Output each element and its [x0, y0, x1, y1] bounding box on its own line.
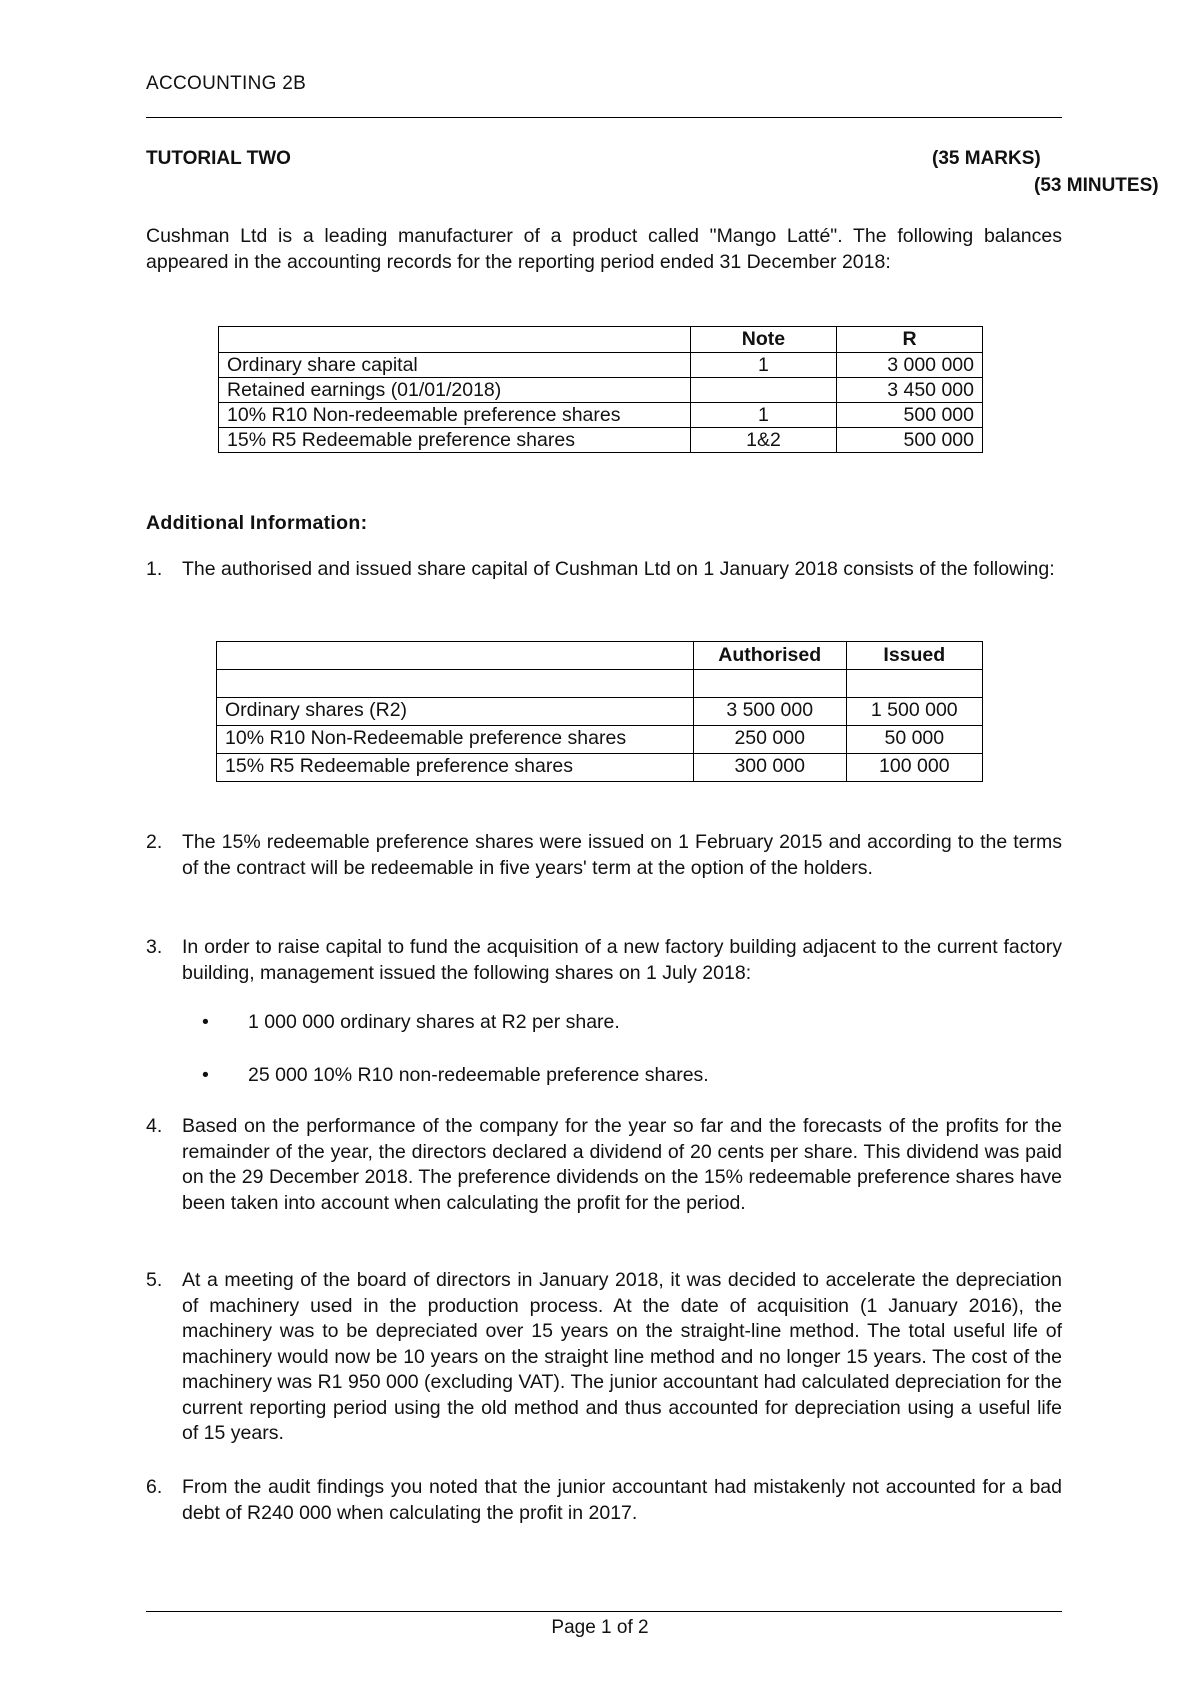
table-header-row	[217, 642, 983, 670]
item-number: 2.	[146, 831, 163, 853]
item-text: In order to raise capital to fund the acquisition of a new factory building adjacent to the current factory building, management issued the following shares on 1 July 2018:	[182, 936, 1062, 984]
item-number: 6.	[146, 1476, 163, 1498]
cell-item: Ordinary share capital	[219, 353, 691, 378]
additional-info-heading: Additional Information:	[146, 512, 368, 534]
table-row	[219, 378, 983, 403]
table-row	[217, 754, 983, 782]
share-capital-table	[216, 641, 983, 782]
cell-issued: 1 500 000	[846, 698, 982, 726]
header-rule	[146, 117, 1062, 118]
cell-amount: 3 000 000	[836, 353, 982, 378]
bullet-icon: •	[202, 1064, 209, 1086]
item-text: At a meeting of the board of directors in January 2018, it was decided to accelerate the depreciation of machinery used in the production process. At the date of acquisition (1 January 2016), the machinery was to be depreciated over 15 years on the straight-line method. The total useful life of machinery would now be 10 years on the straight line method and no longer 15 years. The cost of the machinery was R1 950 000 (excluding VAT). The junior accountant had calculated depreciation for the current reporting period using the old method and thus accounted for depreciation using a useful life of 15 years.	[182, 1269, 1062, 1444]
cell-item: 15% R5 Redeemable preference shares	[219, 428, 691, 453]
list-item-3	[146, 935, 1062, 986]
header-cell-note: Note	[690, 327, 836, 353]
cell-authorised: 250 000	[693, 726, 846, 754]
cell-authorised: 300 000	[693, 754, 846, 782]
table-header-row	[219, 327, 983, 353]
table-row	[217, 726, 983, 754]
item-number: 5.	[146, 1269, 163, 1291]
bullet-text: 25 000 10% R10 non-redeemable preference shares.	[248, 1064, 709, 1086]
item-number: 4.	[146, 1115, 163, 1137]
header-cell	[219, 327, 691, 353]
header-cell	[217, 642, 694, 670]
item-text: The 15% redeemable preference shares were issued on 1 February 2015 and according to the terms of the contract will be redeemable in five years' term at the option of the holders.	[182, 831, 1062, 879]
cell-item: Ordinary shares (R2)	[217, 698, 694, 726]
cell-authorised	[693, 670, 846, 698]
table-row	[217, 698, 983, 726]
item-text: Based on the performance of the company for the year so far and the forecasts of the profits for the remainder of the year, the directors declared a dividend of 20 cents per share. This dividend was paid on the 29 December 2018. The preference dividends on the 15% redeemable preference shares have been taken into account when calculating the profit for the period.	[182, 1115, 1062, 1214]
cell-amount: 500 000	[836, 403, 982, 428]
item-number: 1.	[146, 558, 163, 580]
page-number: Page 1 of 2	[551, 1617, 649, 1638]
list-item-5	[146, 1268, 1062, 1447]
cell-issued: 50 000	[846, 726, 982, 754]
course-header: ACCOUNTING 2B	[146, 73, 307, 94]
list-item-4	[146, 1114, 1062, 1216]
cell-note	[690, 378, 836, 403]
cell-issued: 100 000	[846, 754, 982, 782]
list-item-2	[146, 830, 1062, 881]
item-text: The authorised and issued share capital of Cushman Ltd on 1 January 2018 consists of the following:	[182, 558, 1055, 580]
cell-note: 1	[690, 353, 836, 378]
table-row	[219, 428, 983, 453]
header-cell-amount: R	[836, 327, 982, 353]
cell-item: 10% R10 Non-Redeemable preference shares	[217, 726, 694, 754]
table-row	[219, 403, 983, 428]
tutorial-minutes: (53 MINUTES)	[1034, 175, 1159, 196]
tutorial-marks: (35 MARKS)	[932, 148, 1041, 169]
cell-note: 1	[690, 403, 836, 428]
item-number: 3.	[146, 936, 163, 958]
header-cell-issued: Issued	[846, 642, 982, 670]
bullet-text: 1 000 000 ordinary shares at R2 per share.	[248, 1011, 620, 1033]
cell-authorised: 3 500 000	[693, 698, 846, 726]
bullet-icon: •	[202, 1011, 209, 1033]
intro-paragraph: Cushman Ltd is a leading manufacturer of a product called "Mango Latté". The following balances appeared in the accounting records for the reporting period ended 31 December 2018:	[146, 225, 1062, 273]
list-item-6	[146, 1475, 1062, 1526]
table-row	[219, 353, 983, 378]
item-text: From the audit findings you noted that the junior accountant had mistakenly not accounted for a bad debt of R240 000 when calculating the profit in 2017.	[182, 1476, 1062, 1524]
balances-table	[218, 326, 983, 453]
cell-issued	[846, 670, 982, 698]
cell-item: Retained earnings (01/01/2018)	[219, 378, 691, 403]
cell-item: 15% R5 Redeemable preference shares	[217, 754, 694, 782]
table-row	[217, 670, 983, 698]
list-item-1	[146, 557, 1062, 583]
header-cell-authorised: Authorised	[693, 642, 846, 670]
tutorial-title: TUTORIAL TWO	[146, 148, 291, 169]
footer-rule	[146, 1611, 1062, 1612]
cell-amount: 500 000	[836, 428, 982, 453]
cell-item	[217, 670, 694, 698]
cell-item: 10% R10 Non-redeemable preference shares	[219, 403, 691, 428]
cell-amount: 3 450 000	[836, 378, 982, 403]
cell-note: 1&2	[690, 428, 836, 453]
